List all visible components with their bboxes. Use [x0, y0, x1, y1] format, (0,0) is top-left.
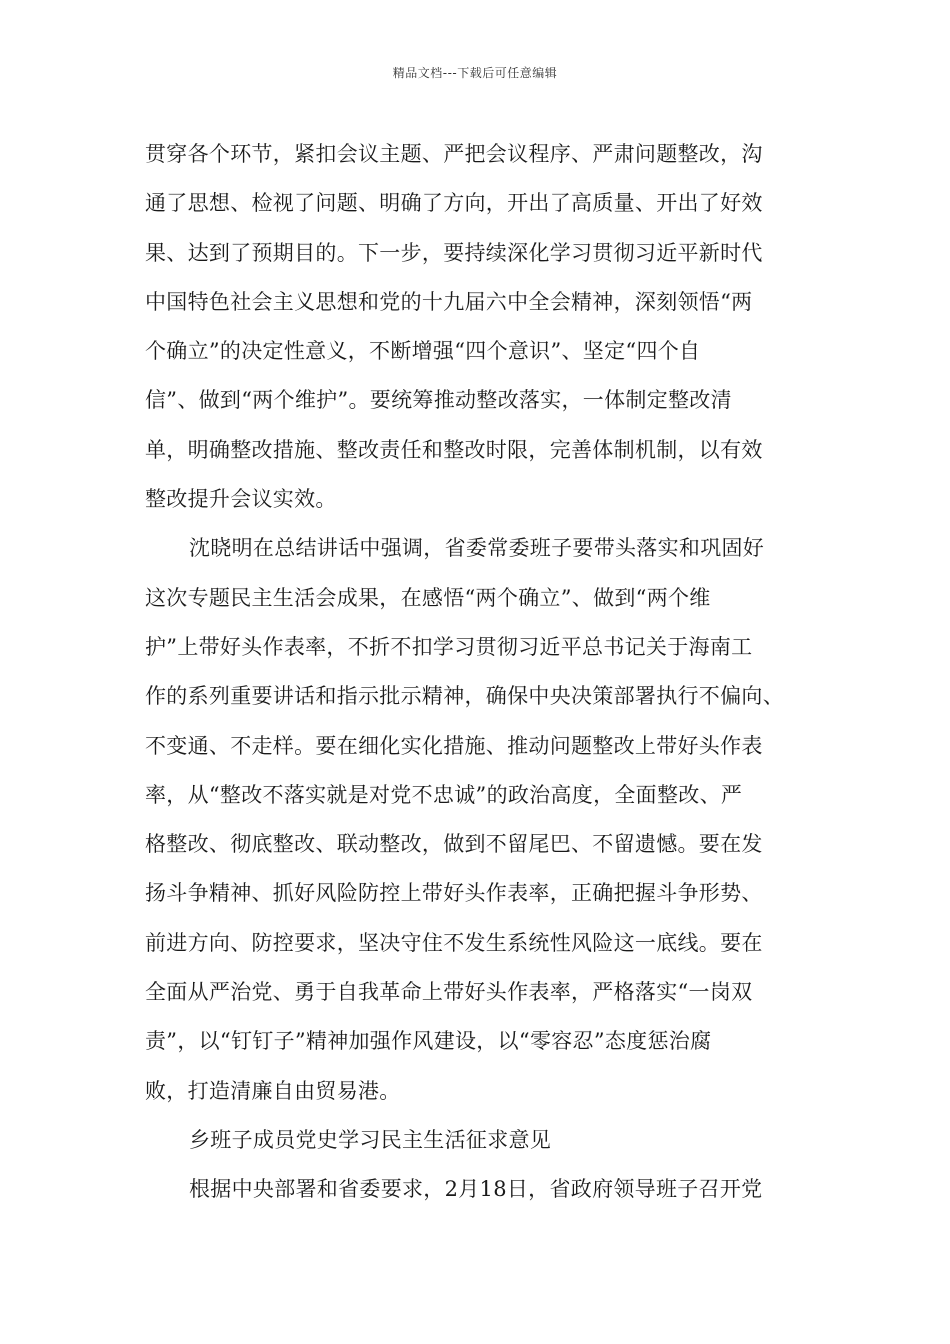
text-line: 沈晓明在总结讲话中强调，省委常委班子要带头落实和巩固好: [189, 536, 765, 561]
text-line: 根据中央部署和省委要求，2月18日，省政府领导班子召开党: [189, 1177, 763, 1202]
text-line: 贯穿各个环节，紧扣会议主题、严把会议程序、严肃问题整改，沟: [145, 142, 763, 166]
text-line: 个确立”的决定性意义，不断增强“四个意识”、坚定“四个自: [145, 339, 701, 364]
text-line: 这次专题民主生活会成果，在感悟“两个确立”、做到“两个维: [145, 585, 711, 610]
document-body: [145, 130, 825, 1215]
text-line: 率，从“整改不落实就是对党不忠诚”的政治高度，全面整改、严: [145, 782, 743, 807]
section-title: [145, 1116, 825, 1165]
paragraph: [145, 1165, 825, 1214]
text-line: 整改提升会议实效。: [145, 487, 337, 512]
paragraph: [145, 130, 825, 524]
text-line: 中国特色社会主义思想和党的十九届六中全会精神，深刻领悟“两: [145, 289, 753, 314]
text-line: 不变通、不走样。要在细化实化措施、推动问题整改上带好头作表: [145, 733, 763, 758]
text-line: 责”，以“钉钉子”精神加强作风建设，以“零容忍”态度惩治腐: [145, 1029, 712, 1054]
text-line: 通了思想、检视了问题、明确了方向，开出了高质量、开出了好效: [145, 191, 763, 216]
text-line: 格整改、彻底整改、联动整改，做到不留尾巴、不留遗憾。要在发: [145, 832, 763, 857]
text-line: 作的系列重要讲话和指示批示精神，确保中央决策部署执行不偏向、: [145, 684, 784, 709]
text-line: 乡班子成员党史学习民主生活征求意见: [189, 1127, 552, 1152]
text-line: 前进方向、防控要求，坚决守住不发生系统性风险这一底线。要在: [145, 930, 763, 955]
page-header: 精品文档---下载后可任意编辑: [392, 66, 558, 80]
text-line: 扬斗争精神、抓好风险防控上带好头作表率，正确把握斗争形势、: [145, 881, 763, 906]
text-line: 果、达到了预期目的。下一步，要持续深化学习贯彻习近平新时代: [145, 240, 763, 265]
text-line: 单，明确整改措施、整改责任和整改时限，完善体制机制，以有效: [145, 437, 763, 462]
paragraph: [145, 524, 825, 1116]
text-line: 护”上带好头作表率，不折不扣学习贯彻习近平总书记关于海南工: [145, 634, 753, 659]
text-line: 败，打造清廉自由贸易港。: [145, 1078, 401, 1103]
text-line: 全面从严治党、勇于自我革命上带好头作表率，严格落实“一岗双: [145, 980, 753, 1005]
text-line: 信”、做到“两个维护”。要统筹推动整改落实，一体制定整改清: [145, 388, 732, 413]
